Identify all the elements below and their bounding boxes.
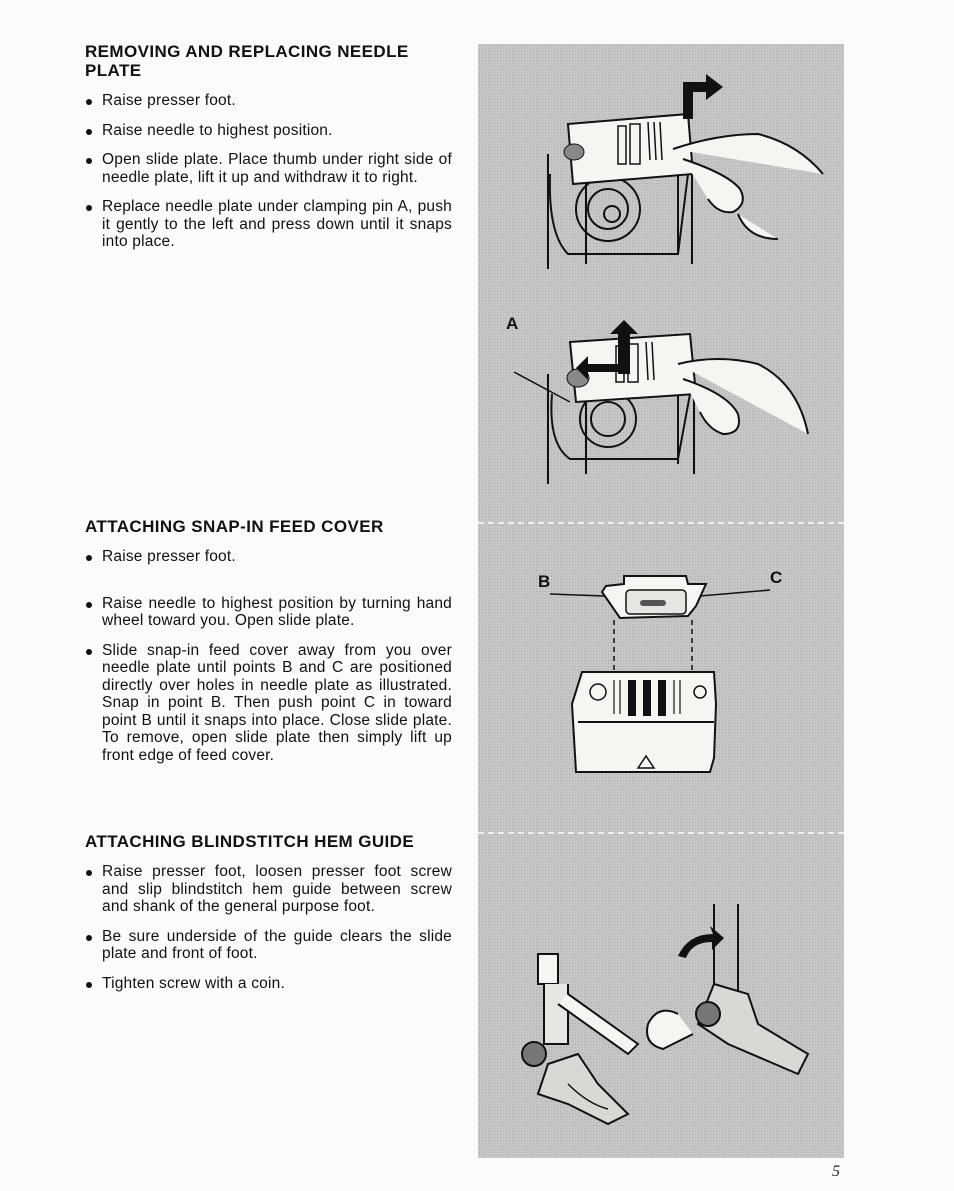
list-item: Replace needle plate under clamping pin A, push it gently to the left and press down until it snaps into place. — [84, 198, 452, 251]
bullet-icon — [86, 129, 92, 135]
bullet-icon — [86, 870, 92, 876]
blindstitch-guide-illustration — [478, 854, 844, 1154]
bullet-icon — [86, 982, 92, 988]
callout-a: A — [506, 314, 519, 333]
list-item: Raise presser foot, loosen presser foot screw and slip blindstitch hem guide between screw and shank of the general purpose foot. — [84, 863, 452, 916]
list-item: Raise needle to highest position. — [84, 122, 452, 140]
needle-plate-steps — [84, 92, 452, 263]
list-item: Raise presser foot. — [84, 548, 452, 566]
illustration-column — [478, 44, 844, 1158]
bullet-icon — [86, 602, 92, 608]
bullet-icon — [86, 555, 92, 561]
list-item: Be sure underside of the guide clears the slide plate and front of foot. — [84, 928, 452, 963]
title-line-2: PLATE — [85, 61, 142, 80]
feed-cover-illustration — [478, 544, 844, 804]
callout-c: C — [770, 568, 783, 587]
bullet-icon — [86, 649, 92, 655]
list-item: Slide snap-in feed cover away from you over needle plate until points B and C are positioned directly over holes in needle plate as illustrated. Snap in point B. Then push point C in toward point B until it snaps into place. Close slide plate. To remove, open slide plate then simply lift up front edge of feed cover. — [84, 642, 452, 765]
blindstitch-steps — [84, 863, 452, 1004]
list-item: Tighten screw with a coin. — [84, 975, 452, 993]
divider — [478, 832, 844, 834]
section-title-feed-cover: ATTACHING SNAP-IN FEED COVER — [85, 517, 384, 536]
divider — [478, 522, 844, 524]
title-line-1: REMOVING AND REPLACING NEEDLE — [85, 42, 409, 61]
page-number: 5 — [832, 1163, 840, 1180]
section-title-needle-plate — [85, 42, 409, 80]
needle-plate-replacement-illustration — [478, 294, 844, 494]
bullet-icon — [86, 99, 92, 105]
bullet-icon — [86, 935, 92, 941]
needle-plate-removal-illustration — [478, 64, 844, 294]
section-title-blindstitch: ATTACHING BLINDSTITCH HEM GUIDE — [85, 832, 415, 851]
feed-cover-steps — [84, 548, 452, 776]
callout-b: B — [538, 572, 551, 591]
list-item: Raise needle to highest position by turning hand wheel toward you. Open slide plate. — [84, 595, 452, 630]
bullet-icon — [86, 205, 92, 211]
list-item: Raise presser foot. — [84, 92, 452, 110]
bullet-icon — [86, 158, 92, 164]
list-item: Open slide plate. Place thumb under right side of needle plate, lift it up and withdraw it to right. — [84, 151, 452, 186]
